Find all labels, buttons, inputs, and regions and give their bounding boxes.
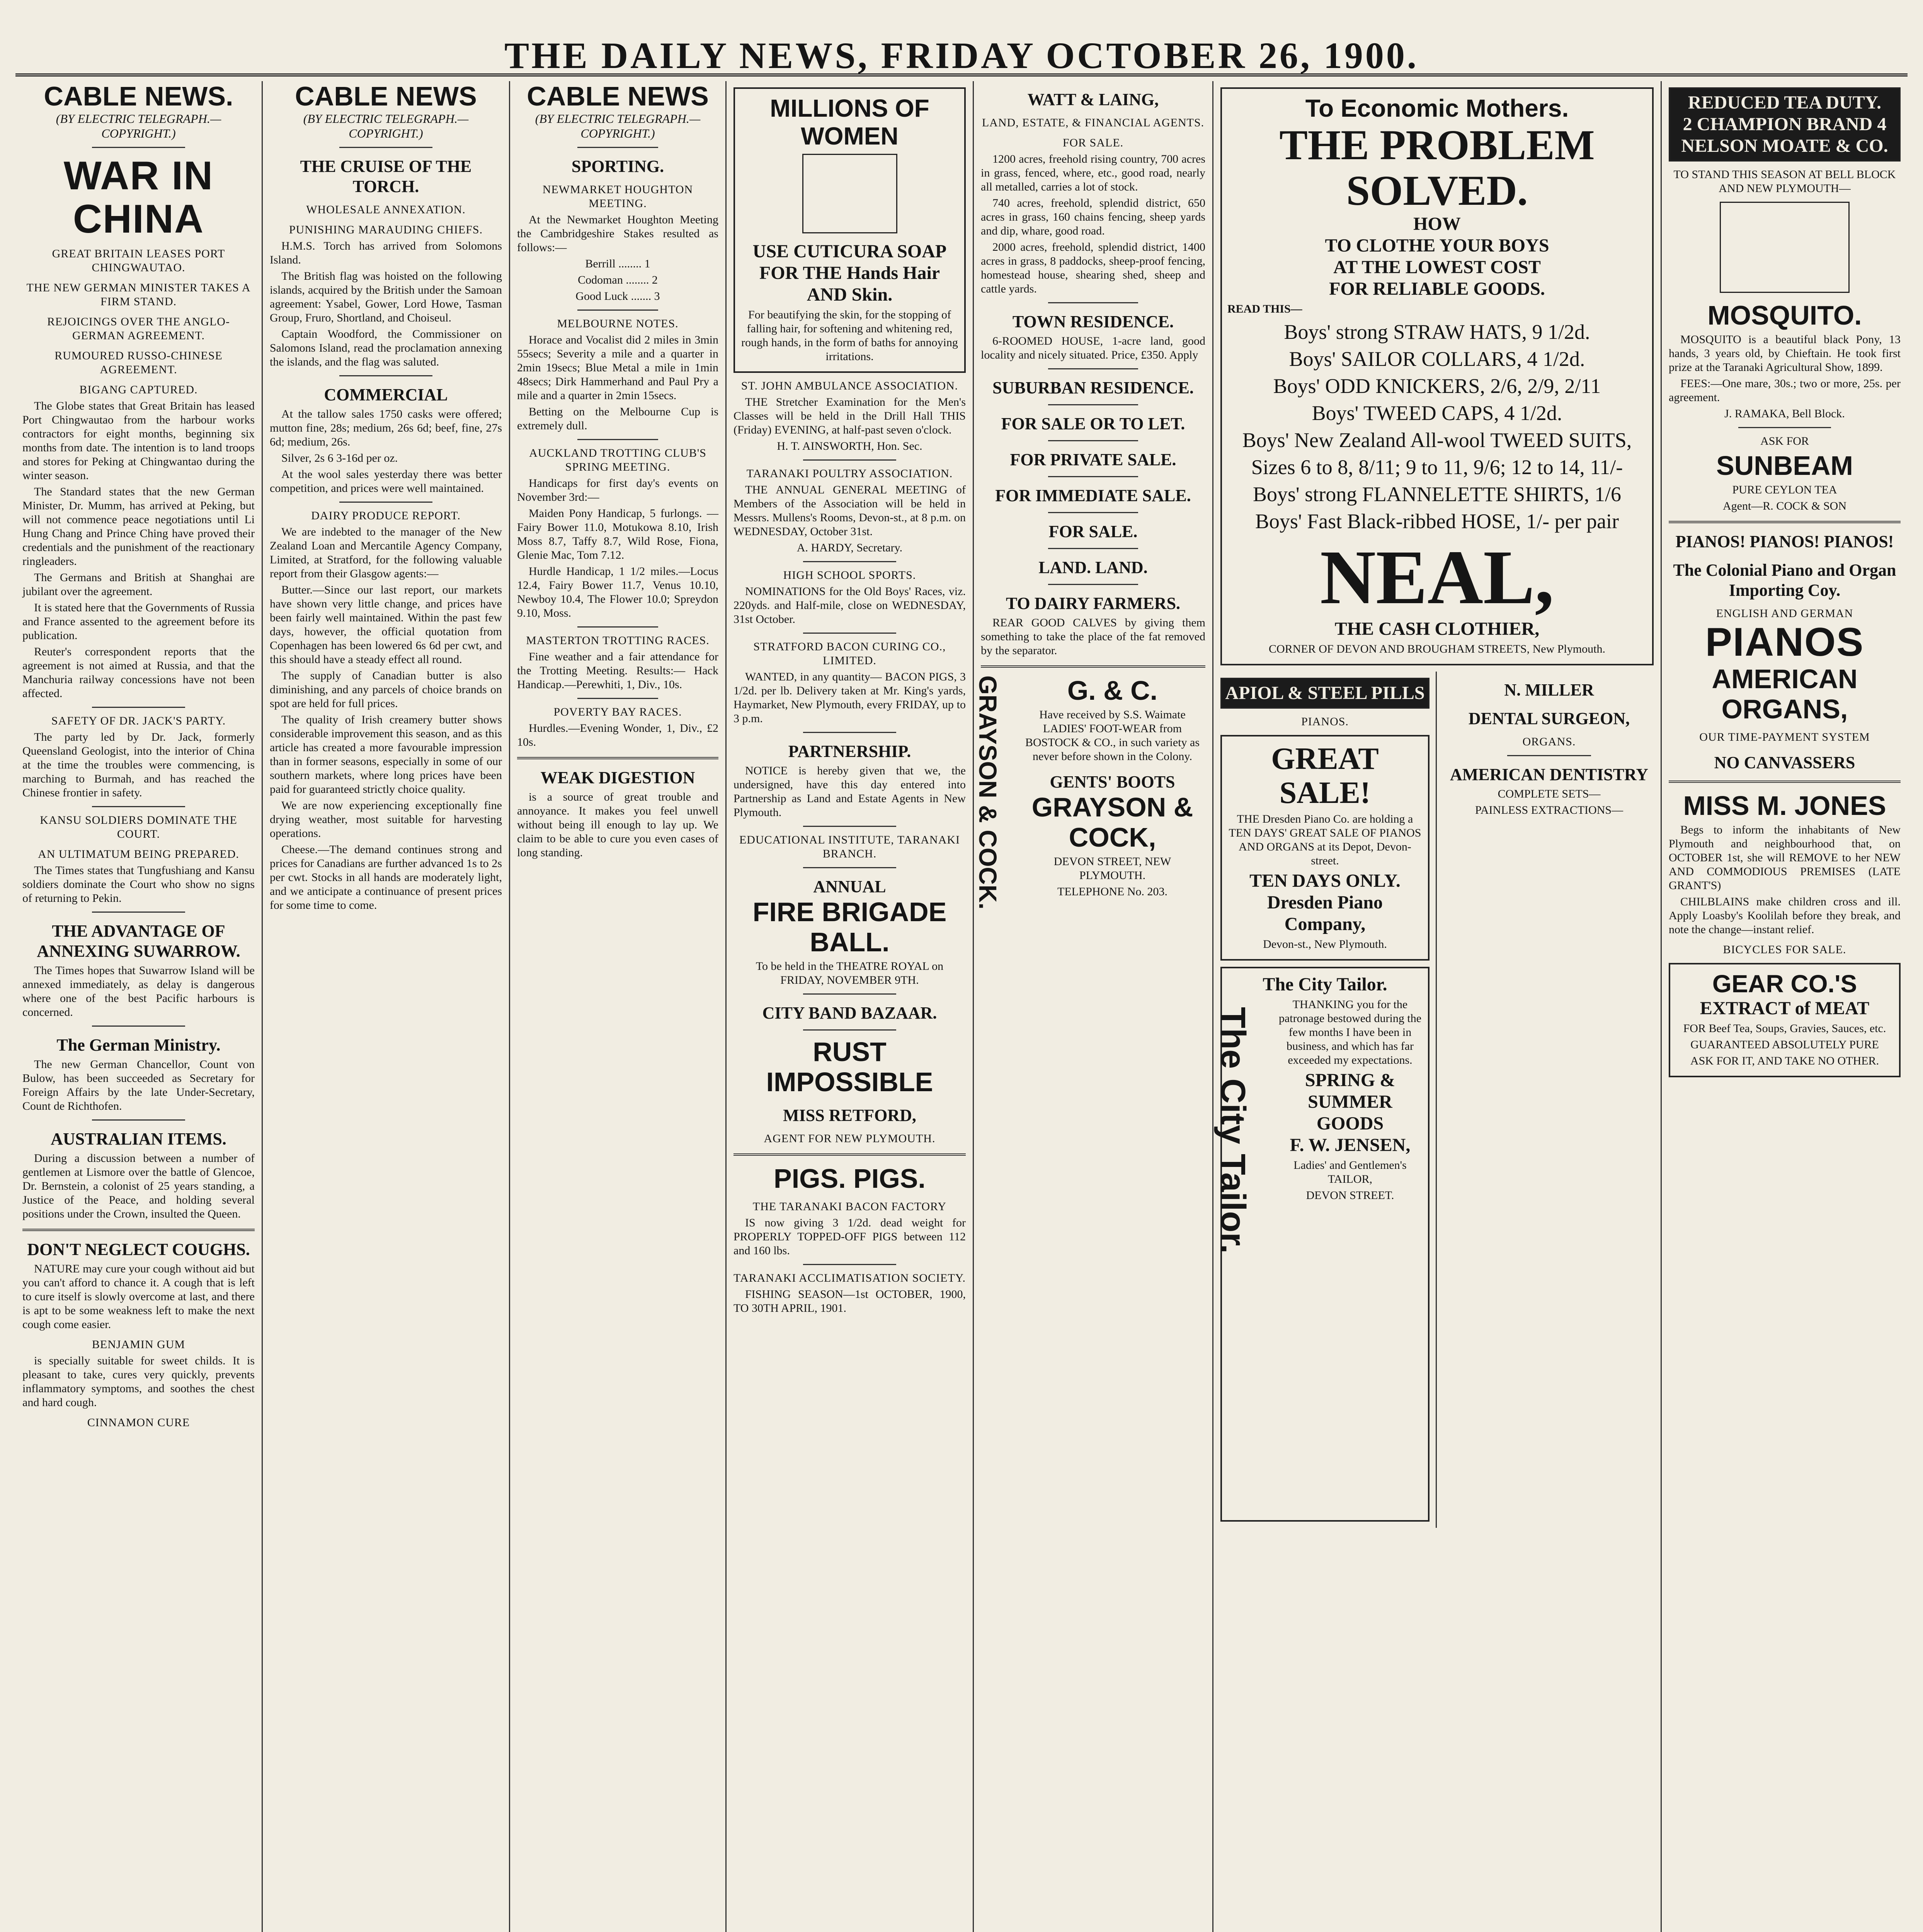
divider xyxy=(577,147,658,148)
price-item: Boys' Fast Black-ribbed HOSE, 1/- per pair xyxy=(1255,510,1619,533)
paragraph: At the Newmarket Houghton Meeting the Cambridgeshire Stakes resulted as follows:— xyxy=(517,213,718,254)
divider xyxy=(803,459,896,461)
paragraph: THE ANNUAL GENERAL MEETING of Members of the Association will be held in Messrs. Mullens's Rooms, Devon-st., at 8 p.m. on WEDNESDAY, October 31st. xyxy=(733,483,966,538)
divider xyxy=(803,1029,896,1031)
woman-illustration-icon xyxy=(802,154,897,233)
divider xyxy=(803,633,896,634)
city-tailor-text: THANKING you for the patronage bestowed during the few months I have been in business, and which has far exceeded my expectations. xyxy=(1278,998,1422,1066)
divider xyxy=(1738,427,1831,428)
paragraph: The party led by Dr. Jack, formerly Queensland Geologist, into the interior of China at the time the troubles were commencing, is marching to Burmah, and has reached the Chinese frontier in safety. xyxy=(22,731,255,799)
cuticura-product: USE CUTICURA SOAP xyxy=(752,241,947,262)
divider xyxy=(339,502,432,503)
section-heading: MELBOURNE NOTES. xyxy=(557,317,679,330)
price-list xyxy=(1227,319,1647,534)
paragraph: REAR GOOD CALVES by giving them something to take the place of the fat removed by the separator. xyxy=(981,616,1205,657)
listing-heading: TO DAIRY FARMERS. xyxy=(1006,594,1181,613)
paragraph: We are now experiencing exceptionally fine drying weather, most suitable for harvesting operations. xyxy=(270,799,502,840)
paragraph: The new German Chancellor, Count von Bulow, has been succeeded as Secretary for Foreign Affairs by the late Under-Secretary, Count de Richthofen. xyxy=(22,1058,255,1112)
agent-name: MISS RETFORD, xyxy=(783,1106,916,1125)
telephone: TELEPHONE No. 203. xyxy=(1057,885,1167,898)
subhead: BIGANG CAPTURED. xyxy=(79,383,198,396)
paragraph: Silver, 2s 6 3-16d per oz. xyxy=(281,452,398,464)
divider xyxy=(803,561,896,562)
divider xyxy=(803,826,896,827)
gear-ask: ASK FOR IT, AND TAKE NO OTHER. xyxy=(1690,1054,1879,1067)
listing-heading: TOWN RESIDENCE. xyxy=(1012,312,1174,331)
gear-title: GEAR CO.'S xyxy=(1712,970,1857,998)
paragraph: Fine weather and a fair attendance for the Trotting Meeting. Results:— Hack Handicap.—Perewhiti, 1, Div., 10s. xyxy=(517,650,718,691)
section-heading: POVERTY BAY RACES. xyxy=(553,706,682,718)
paragraph: Butter.—Since our last report, our markets have shown very little change, and prices have been fairly well maintained. Within the past few days, however, the official quotation from Copenhagen has been lowered 6s 6d per cwt, and this should have a steady effect all round. xyxy=(270,583,502,666)
divider xyxy=(803,867,896,868)
paragraph: Reuter's correspondent reports that the agreement is not aimed at Russia, and that the Manchuria railway concessions have not been affected. xyxy=(22,645,255,700)
paragraph: The British flag was hoisted on the following islands, acquired by the British under the Samoan agreement: Ysabel, Gower, Lord Howe, Tasman Group, Fruro, Shortland, and Choiseul. xyxy=(270,270,502,324)
listing-heading: FOR PRIVATE SALE. xyxy=(1010,450,1176,469)
tea-duty: REDUCED TEA DUTY. xyxy=(1688,92,1882,113)
advert-subheading: BENJAMIN GUM xyxy=(92,1338,185,1351)
read-this: READ THIS— xyxy=(1227,303,1302,315)
divider xyxy=(1048,440,1138,441)
notice-heading: STRATFORD BACON CURING CO., LIMITED. xyxy=(753,640,946,667)
divider xyxy=(1048,584,1138,585)
paragraph: The Globe states that Great Britain has leased Port Chingwautao from the harbour works contractors for eight months, beginning six months from date. The intention is to land troops and stores for Peking at Chingwantao during the winter season. xyxy=(22,400,255,482)
column-cable-news-1 xyxy=(15,81,263,1932)
column-notices xyxy=(727,81,974,1932)
jensen-address: DEVON STREET. xyxy=(1306,1189,1394,1202)
grayson-initials: G. & C. xyxy=(1067,675,1158,706)
paragraph: The Times states that Tungfushiang and Kansu soldiers dominate the Court who show no signs of returning to Pekin. xyxy=(22,864,255,905)
divider xyxy=(92,147,185,148)
paragraph: The Germans and British at Shanghai are jubilant over the agreement. xyxy=(22,571,255,598)
pianos-big: PIANOS xyxy=(1705,620,1864,665)
agent-location: AGENT FOR NEW PLYMOUTH. xyxy=(764,1132,936,1145)
ask-for: ASK FOR xyxy=(1760,435,1809,447)
divider xyxy=(1048,302,1138,303)
stand-notice: TO STAND THIS SEASON AT BELL BLOCK AND NEW PLYMOUTH— xyxy=(1673,168,1896,195)
paragraph: The Standard states that the new German Minister, Dr. Mumm, has arrived at Peking, but will not commence peace negotiations until Li Hung Chang and Prince Ching have proved their credentials and the punishment of the reactionary ringleaders. xyxy=(22,485,255,568)
notice-heading: HIGH SCHOOL SPORTS. xyxy=(783,569,916,582)
cuticura-headline: MILLIONS OF WOMEN xyxy=(770,94,929,150)
divider xyxy=(577,439,658,440)
column-display-ads xyxy=(1213,81,1662,1932)
divider xyxy=(1048,368,1138,369)
divider xyxy=(1048,476,1138,477)
masthead xyxy=(15,31,1908,77)
divider xyxy=(92,912,185,913)
gents-boots: GENTS' BOOTS xyxy=(1050,772,1175,791)
listing-heading: FOR IMMEDIATE SALE. xyxy=(995,486,1191,505)
section-heading: MASTERTON TROTTING RACES. xyxy=(526,634,710,647)
paragraph: Hurdle Handicap, 1 1/2 miles.—Locus 12.4, Fairy Bower 11.7, Venus 10.10, Newboy 10.4, The Flower 10.0; Spreydon 9.10, Moss. xyxy=(517,565,718,619)
divider xyxy=(577,698,658,699)
jensen-trade: Ladies' and Gentlemen's TAILOR, xyxy=(1293,1159,1407,1185)
paragraph: Begs to inform the inhabitants of New Plymouth and neighbourhood that, on OCTOBER 1st, she will REMOVE to her NEW AND COMMODIOUS PREMISES (LATE GRANT'S) xyxy=(1669,823,1901,892)
column-land-agents xyxy=(974,81,1213,1932)
no-canvassers: NO CANVASSERS xyxy=(1714,753,1855,772)
dresden-advert xyxy=(1220,735,1429,961)
price-item: Boys' strong STRAW HATS, 9 1/2d. xyxy=(1284,320,1590,344)
section-heading: The German Ministry. xyxy=(56,1036,221,1054)
divider xyxy=(1669,781,1901,783)
divider xyxy=(517,757,718,759)
subhead: GREAT BRITAIN LEASES PORT CHINGWAUTAO. xyxy=(52,247,225,274)
neal-clothe: TO CLOTHE YOUR BOYS xyxy=(1325,235,1549,256)
column-cable-news-3 xyxy=(510,81,727,1932)
notice-heading: CITY BAND BAZAAR. xyxy=(762,1003,937,1022)
signature: J. RAMAKA, Bell Block. xyxy=(1724,407,1845,420)
paragraph: 740 acres, freehold, splendid district, 650 acres in grass, 160 chains fencing, sheep yards and dip, whare, good road. xyxy=(981,197,1205,237)
painless-extractions: PAINLESS EXTRACTIONS— xyxy=(1475,804,1623,816)
time-payment: OUR TIME-PAYMENT SYSTEM xyxy=(1699,731,1870,743)
race-result: Codoman ........ 2 xyxy=(578,274,658,286)
ball-heading: ANNUAL xyxy=(813,877,886,896)
nelson-moate: NELSON MOATE & CO. xyxy=(1681,136,1888,156)
complete-sets: COMPLETE SETS— xyxy=(1498,787,1601,800)
grayson-cock-advert xyxy=(974,675,1205,1294)
paragraph: 6-ROOMED HOUSE, 1-acre land, good locality and nicely situated. Price, £350. Apply xyxy=(981,335,1205,361)
paragraph: NOTICE is hereby given that we, the undersigned, have this day entered into Partnership as Land and Estate Agents in New Plymouth. xyxy=(733,764,966,819)
divider xyxy=(339,375,432,376)
paragraph: IS now giving 3 1/2d. dead weight for PROPERLY TOPPED-OFF PIGS between 112 and 160 lbs. xyxy=(733,1216,966,1257)
paragraph: We are indebted to the manager of the New Zealand Loan and Mercantile Agency Company, Limited, at Stratford, for the following valuable report from their Glasgow agents:— xyxy=(270,526,502,580)
cuticura-advert xyxy=(733,87,966,373)
english-german: ENGLISH AND GERMAN xyxy=(1716,607,1853,620)
tea-advert xyxy=(1669,87,1901,162)
paragraph: Betting on the Melbourne Cup is extremely dull. xyxy=(517,405,718,432)
signature: H. T. AINSWORTH, Hon. Sec. xyxy=(777,440,922,452)
paragraph: The quality of Irish creamery butter shows considerable improvement this season, and as this article has created a more favourable impression than in former seasons, especially in some of our southern markets, where long prices have been paid for guaranteed strictly choice quality. xyxy=(270,713,502,796)
divider xyxy=(803,732,896,733)
notice-heading: PARTNERSHIP. xyxy=(788,742,911,761)
paragraph: NATURE may cure your cough without aid but you can't afford to chance it. A cough that is left to cure itself is slowly overcome at last, and there is apt to be some weakness left to make the next cough come easier. xyxy=(22,1262,255,1331)
dresden-name: Dresden Piano Company, xyxy=(1267,892,1383,934)
paragraph: Captain Woodford, the Commissioner on Salomons Island, read the proclamation annexing the islands, and the flag was saluted. xyxy=(270,328,502,368)
subhead: RUMOURED RUSSO-CHINESE AGREEMENT. xyxy=(54,349,223,376)
city-tailor-title: The City Tailor. xyxy=(1263,974,1387,995)
divider xyxy=(1507,755,1591,756)
divider xyxy=(92,806,185,807)
paragraph: The Times hopes that Suwarrow Island will be annexed immediately, as delay is dangerous where one of the best Pacific harbours is concerned. xyxy=(22,964,255,1019)
section-heading: THE ADVANTAGE OF ANNEXING SUWARROW. xyxy=(37,922,240,961)
ball-details: To be held in the THEATRE ROYAL on FRIDAY, NOVEMBER 9TH. xyxy=(756,960,944,986)
ten-days: TEN DAYS ONLY. xyxy=(1249,871,1401,891)
byline: (BY ELECTRIC TELEGRAPH.—COPYRIGHT.) xyxy=(303,112,469,140)
paragraph: WANTED, in any quantity— BACON PIGS, 3 1/2d. per lb. Delivery taken at Mr. King's yards, Haymarket, New Plymouth, every FRIDAY, up to 3 p.m. xyxy=(733,670,966,725)
paragraph: CHILBLAINS make children cross and ill. Apply Loasby's Koolilah before they break, and note the change—instant relief. xyxy=(1669,895,1901,936)
divider xyxy=(577,310,658,311)
pianos-label: PIANOS. xyxy=(1301,715,1349,728)
left-subcolumn xyxy=(1213,672,1437,1528)
divider xyxy=(733,1153,966,1156)
notice-heading: EDUCATIONAL INSTITUTE, TARANAKI BRANCH. xyxy=(739,833,960,860)
city-tailor-advert xyxy=(1213,967,1429,1522)
sunbeam-title: SUNBEAM xyxy=(1716,451,1853,481)
paragraph: The supply of Canadian butter is also diminishing, and any parcels of choice brands on spot are held for full prices. xyxy=(270,669,502,710)
divider xyxy=(1048,512,1138,513)
paragraph: 2000 acres, freehold, splendid district, 1400 acres in grass, 8 paddocks, sheep-proof fencing, homestead house, shearing shed, sheep and cattle yards. xyxy=(981,241,1205,295)
miller-title: DENTAL SURGEON, xyxy=(1468,709,1630,728)
paragraph: At the wool sales yesterday there was better competition, and prices were well maintained. xyxy=(270,468,502,495)
bicycles-heading: BICYCLES FOR SALE. xyxy=(1723,943,1846,956)
paragraph: is specially suitable for sweet childs. It is pleasant to take, cures very quickly, prevents inflammatory symptoms, and soothes the chest and hard cough. xyxy=(22,1354,255,1409)
dresden-address: Devon-st., New Plymouth. xyxy=(1263,938,1387,951)
byline: (BY ELECTRIC TELEGRAPH.—COPYRIGHT.) xyxy=(56,112,221,140)
subhead: WHOLESALE ANNEXATION. xyxy=(306,203,466,216)
listing-heading: FOR SALE. xyxy=(1062,136,1124,149)
cuticura-tagline: FOR THE Hands Hair AND Skin. xyxy=(759,263,940,305)
divider xyxy=(1048,548,1138,549)
listing-heading: FOR SALE. xyxy=(1048,522,1138,541)
subhead: PUNISHING MARAUDING CHIEFS. xyxy=(289,223,483,236)
section-heading: COMMERCIAL xyxy=(324,385,448,404)
listing-heading: SUBURBAN RESIDENCE. xyxy=(992,378,1194,397)
price-item: Boys' strong FLANNELETTE SHIRTS, 1/6 xyxy=(1253,483,1621,506)
column-cable-news-2 xyxy=(263,81,510,1932)
section-heading: AN ULTIMATUM BEING PREPARED. xyxy=(38,848,239,861)
agent-subheading: LAND, ESTATE, & FINANCIAL AGENTS. xyxy=(982,116,1205,129)
grayson-name: GRAYSON & COCK, xyxy=(1031,792,1193,852)
listing-heading: LAND. LAND. xyxy=(1038,558,1148,577)
paragraph: NOMINATIONS for the Old Boys' Races, viz. 220yds. and Half-mile, close on WEDNESDAY, 31st October. xyxy=(733,585,966,626)
american-dentistry: AMERICAN DENTISTRY xyxy=(1450,765,1649,784)
signature: A. HARDY, Secretary. xyxy=(796,541,903,554)
american-organs: AMERICAN ORGANS, xyxy=(1712,664,1858,724)
neal-cost: AT THE LOWEST COST xyxy=(1333,257,1541,277)
neal-address: CORNER OF DEVON AND BROUGHAM STREETS, New Plymouth. xyxy=(1269,643,1605,655)
divider xyxy=(803,993,896,995)
advert-subheading: THE TARANAKI BACON FACTORY xyxy=(752,1200,947,1213)
masthead-text: THE DAILY NEWS, FRIDAY OCTOBER 26, 1900. xyxy=(504,35,1419,76)
price-item: Boys' SAILOR COLLARS, 4 1/2d. xyxy=(1289,347,1585,371)
sunbeam-sub: PURE CEYLON TEA xyxy=(1732,483,1837,496)
subhead: REJOICINGS OVER THE ANGLO-GERMAN AGREEMENT. xyxy=(47,315,230,342)
subhead: THE NEW GERMAN MINISTER TAKES A FIRM STAND. xyxy=(26,281,251,308)
divider xyxy=(803,1264,896,1265)
cuticura-text: For beautifying the skin, for the stopping of falling hair, for softening and whitening red, rough hands, in the form of baths for annoying irritations. xyxy=(741,308,958,363)
paragraph: THE Stretcher Examination for the Men's Classes will be held in the Drill Hall THIS (Friday) EVENING, at half-past seven o'clock. xyxy=(733,396,966,436)
gear-pure: GUARANTEED ABSOLUTELY PURE xyxy=(1690,1038,1879,1051)
divider xyxy=(981,665,1205,668)
section-heading: THE CRUISE OF THE TORCH. xyxy=(300,157,472,196)
advert-subheading: CINNAMON CURE xyxy=(87,1416,190,1429)
listing-heading: FOR SALE OR TO LET. xyxy=(1001,414,1185,433)
advert-heading: DON'T NEGLECT COUGHS. xyxy=(27,1240,250,1259)
section-heading: SAFETY OF DR. JACK'S PARTY. xyxy=(51,714,226,727)
paragraph: Maiden Pony Handicap, 5 furlongs. —Fairy Bower 11.0, Motukowa 8.10, Irish Moss 8.7, Taffy 8.7, Wild Rose, Fiona, Glenie Mac, Tom 7.12. xyxy=(517,507,718,561)
paragraph: Cheese.—The demand continues strong and prices for Canadians are further advanced 1s to 2s per cwt. Stocks in all hands are moderately light, and we anticipate a continuance of present prices for some time to come. xyxy=(270,843,502,912)
paragraph: FEES:—One mare, 30s.; two or more, 25s. per agreement. xyxy=(1669,377,1901,404)
section-heading: AUSTRALIAN ITEMS. xyxy=(51,1129,226,1148)
divider xyxy=(577,626,658,628)
neal-logo: NEAL, xyxy=(1320,535,1554,620)
section-heading: KANSU SOLDIERS DOMINATE THE COURT. xyxy=(40,814,237,840)
paragraph: At the tallow sales 1750 casks were offered; mutton fine, 28s; medium, 26s 6d; beef, fine, 27s 6d; medium, 26s. xyxy=(270,408,502,448)
paragraph: Handicaps for first day's events on November 3rd:— xyxy=(517,477,718,503)
notice-heading: TARANAKI ACCLIMATISATION SOCIETY. xyxy=(733,1272,966,1284)
city-tailor-vertical: The City Tailor. xyxy=(1213,1007,1252,1254)
grayson-vertical-title: GRAYSON & COCK. xyxy=(974,675,1002,910)
paragraph: is a source of great trouble and annoyance. It makes you feel unwell without being ill enough to lay up. We claim to be able to cure you even cases of long standing. xyxy=(517,791,718,859)
right-subcolumn xyxy=(1445,672,1654,1528)
paragraph: FISHING SEASON—1st OCTOBER, 1900, TO 30TH APRIL, 1901. xyxy=(733,1288,966,1315)
headline: WAR IN CHINA xyxy=(63,153,214,242)
grayson-address: DEVON STREET, NEW PLYMOUTH. xyxy=(1053,855,1171,882)
divider xyxy=(339,147,432,148)
gear-extract: EXTRACT of MEAT xyxy=(1700,998,1870,1019)
jensen-name: F. W. JENSEN, xyxy=(1290,1135,1411,1155)
advert-heading: PIGS. PIGS. xyxy=(774,1163,926,1194)
neal-advert xyxy=(1220,87,1654,665)
sunbeam-agent: Agent—R. COCK & SON xyxy=(1722,500,1847,512)
paragraph: Have received by S.S. Waimate LADIES' FOOT-WEAR from BOSTOCK & CO., in such variety as never before shown in the Colony. xyxy=(1025,708,1200,763)
gear-uses: FOR Beef Tea, Soups, Gravies, Sauces, etc. xyxy=(1683,1022,1886,1035)
paragraph: H.M.S. Torch has arrived from Solomons Island. xyxy=(270,240,502,266)
section-title: CABLE NEWS xyxy=(527,81,709,111)
paragraph: MOSQUITO is a beautiful black Pony, 13 hands, 3 years old, by Chieftain. He took first prize at the Taranaki Agricultural Show, 1899. xyxy=(1669,333,1901,374)
divider xyxy=(92,1026,185,1027)
neal-problem: THE PROBLEM SOLVED. xyxy=(1279,121,1595,214)
paragraph: During a discussion between a number of gentlemen at Lismore over the battle of Glencoe, Dr. Bernstein, a colonist of 25 years standing, a Justice of the Peace, and holding several positions under the Crown, insulted the Queen. xyxy=(22,1152,255,1220)
divider xyxy=(1669,521,1901,523)
advert-heading: RUST IMPOSSIBLE xyxy=(766,1037,933,1097)
neal-how: HOW xyxy=(1413,214,1461,234)
paragraph: Horace and Vocalist did 2 miles in 3min 55secs; Severity a mile and a quarter in 2min 19secs; Blue Metal a mile in 1min 48secs; Dirk Hammerhand and Paul Pry a mile and a quarter in 2min 15secs. xyxy=(517,333,718,402)
price-item: Sizes 6 to 8, 8/11; 9 to 11, 9/6; 12 to 14, 11/- xyxy=(1251,456,1623,479)
sale-text: THE Dresden Piano Co. are holding a TEN DAYS' GREAT SALE OF PIANOS AND ORGANS at its Depot, Devon-street. xyxy=(1229,813,1421,867)
divider xyxy=(22,1229,255,1231)
byline: (BY ELECTRIC TELEGRAPH.—COPYRIGHT.) xyxy=(535,112,701,140)
section-heading: AUCKLAND TROTTING CLUB'S SPRING MEETING. xyxy=(529,447,706,473)
organs-label: ORGANS. xyxy=(1522,735,1576,748)
ball-title: FIRE BRIGADE BALL. xyxy=(752,897,947,957)
subhead: NEWMARKET HOUGHTON MEETING. xyxy=(542,183,693,210)
section-title: CABLE NEWS. xyxy=(44,81,233,111)
champion-brand: 2 CHAMPION BRAND 4 xyxy=(1683,114,1887,134)
race-result: Good Luck ....... 3 xyxy=(575,290,660,303)
miller-name: N. MILLER xyxy=(1504,680,1594,699)
notice-heading: ST. JOHN AMBULANCE ASSOCIATION. xyxy=(741,379,958,392)
section-title: CABLE NEWS xyxy=(295,81,477,111)
paragraph: 1200 acres, freehold rising country, 700 acres in grass, fenced, where, etc., good road, nearly all metalled, carries a lot of stock. xyxy=(981,153,1205,193)
apiol-advert xyxy=(1220,678,1429,709)
paragraph: It is stated here that the Governments of Russia and France assented to the agreement before its publication. xyxy=(22,601,255,642)
colonial-piano: The Colonial Piano and Organ Importing Coy. xyxy=(1673,561,1896,600)
race-result: Berrill ........ 1 xyxy=(585,257,650,270)
section-heading: DAIRY PRODUCE REPORT. xyxy=(311,509,461,522)
divider xyxy=(1048,404,1138,405)
price-item: Boys' TWEED CAPS, 4 1/2d. xyxy=(1312,401,1562,425)
apiol-title: APIOL & STEEL PILLS xyxy=(1225,683,1425,703)
horse-icon xyxy=(1720,202,1850,293)
great-sale: GREAT SALE! xyxy=(1271,742,1379,810)
miss-jones: MISS M. JONES xyxy=(1683,791,1886,821)
pianos-banner: PIANOS! PIANOS! PIANOS! xyxy=(1675,532,1894,551)
price-item: Boys' ODD KNICKERS, 2/6, 2/9, 2/11 xyxy=(1273,374,1601,398)
neal-heading: To Economic Mothers. xyxy=(1305,94,1569,122)
neal-reliable: FOR RELIABLE GOODS. xyxy=(1329,279,1545,299)
divider xyxy=(92,707,185,708)
agent-heading: WATT & LAING, xyxy=(1027,90,1159,109)
notice-heading: TARANAKI POULTRY ASSOCIATION. xyxy=(746,467,953,480)
gear-advert xyxy=(1669,963,1901,1077)
spring-summer: SPRING & SUMMER GOODS xyxy=(1305,1070,1395,1134)
price-item: Boys' New Zealand All-wool TWEED SUITS, xyxy=(1242,429,1632,452)
neal-subtitle: THE CASH CLOTHIER, xyxy=(1334,619,1540,639)
column-right-ads xyxy=(1662,81,1908,1932)
horse-name: MOSQUITO. xyxy=(1707,300,1862,330)
section-heading: SPORTING. xyxy=(571,157,664,176)
advert-heading: WEAK DIGESTION xyxy=(540,768,695,787)
divider xyxy=(92,1119,185,1121)
paragraph: Hurdles.—Evening Wonder, 1, Div., £2 10s. xyxy=(517,722,718,748)
